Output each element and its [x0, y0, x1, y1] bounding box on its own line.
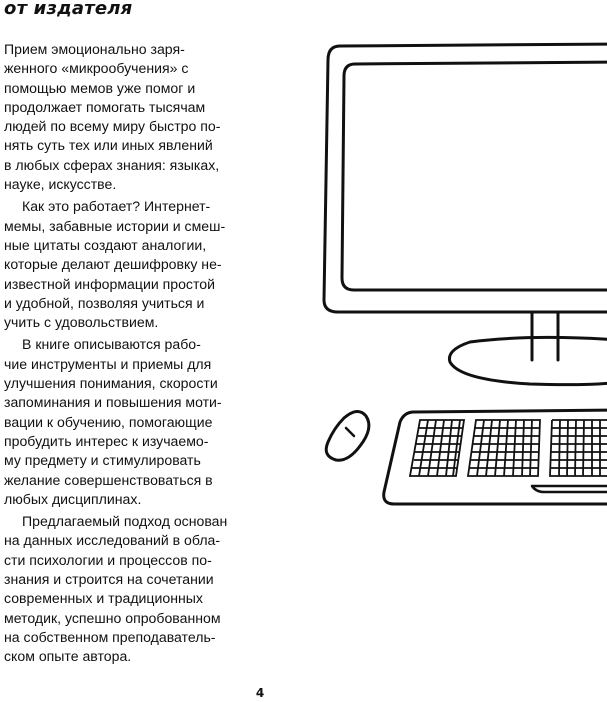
text-line: на собственном преподаватель-	[4, 628, 216, 645]
text-line: му предмету и стимулировать	[4, 452, 201, 469]
text-line: желание совершенствоваться в	[4, 471, 213, 488]
paragraph-1	[4, 40, 232, 194]
text-line: Прием эмоционально заря-	[4, 41, 185, 57]
body-text	[4, 40, 232, 670]
text-line: чие инструменты и приемы для	[4, 355, 212, 372]
text-line: на данных исследований в обла-	[4, 532, 221, 549]
text-line: В книге описываются рабо-	[22, 336, 201, 353]
text-line: сти психологии и процессов по-	[4, 551, 212, 568]
paragraph-2	[4, 197, 232, 332]
text-line: мемы, забавные истории и смеш-	[4, 217, 226, 234]
paragraph-3	[4, 335, 232, 509]
mouse-icon	[326, 411, 369, 460]
text-line: Предлагаемый подход основан	[22, 513, 228, 530]
text-line: любых дисциплинах.	[4, 490, 142, 507]
text-line: ные цитаты создают аналогии,	[4, 236, 207, 253]
text-line: запоминания и повышения моти-	[4, 394, 222, 411]
paragraph-4	[4, 512, 232, 666]
text-line: улучшения понимания, скорости	[4, 375, 218, 392]
text-line: Как это работает? Интернет-	[22, 198, 211, 215]
monitor-frame	[324, 46, 607, 312]
text-line: современных и традиционных	[4, 590, 203, 607]
text-line: методик, успешно опробованном	[4, 609, 221, 626]
text-line: известной информации простой	[4, 275, 215, 292]
text-line: продолжает помогать тысячам	[4, 98, 206, 115]
text-line: женного «микрообучения» с	[4, 60, 189, 77]
text-line: ском опыте автора.	[4, 648, 132, 665]
monitor-screen	[342, 64, 607, 290]
keyboard-keys	[410, 420, 607, 476]
text-line: которые делают дешифровку не-	[4, 256, 222, 273]
desktop-computer-icon	[300, 30, 607, 530]
section-heading: от издателя	[4, 0, 133, 19]
text-line: в любых сферах знания: языках,	[4, 156, 220, 173]
text-line: и удобной, позволяя учиться и	[4, 294, 205, 311]
text-line: знания и строится на сочетании	[4, 571, 214, 588]
page-number: 4	[255, 686, 265, 700]
keyboard	[384, 412, 607, 504]
text-line: людей по всему миру быстро по-	[4, 118, 221, 135]
text-line: помощью мемов уже помог и	[4, 79, 196, 96]
text-line: пробудить интерес к изучаемо-	[4, 432, 209, 449]
text-line: учить с удовольствием.	[4, 314, 159, 331]
monitor-base	[449, 337, 607, 384]
text-line: науке, искусстве.	[4, 176, 117, 193]
text-line: вации к обучению, помогающие	[4, 413, 213, 430]
text-line: нять суть тех или иных явлений	[4, 137, 213, 154]
